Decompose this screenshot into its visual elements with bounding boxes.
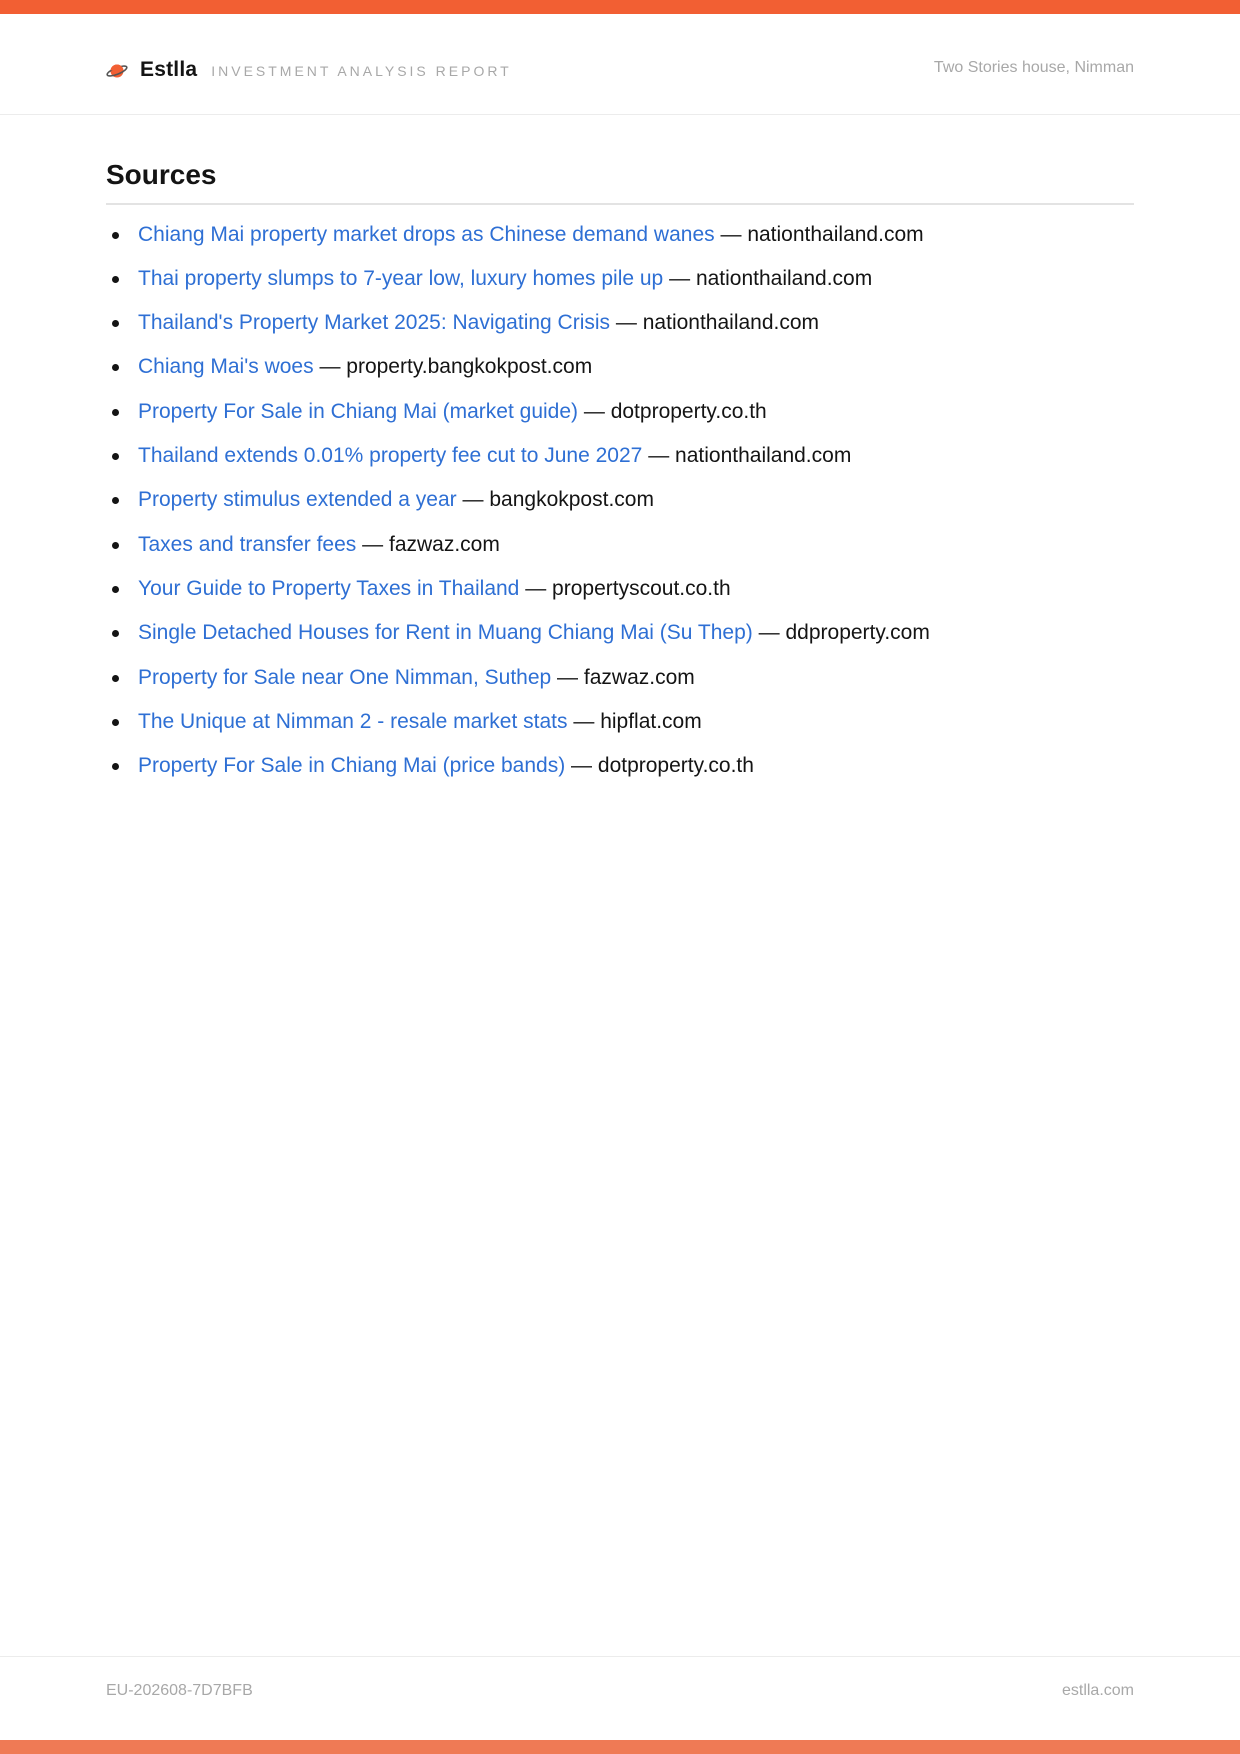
bullet-icon <box>112 497 119 504</box>
source-link[interactable]: Property for Sale near One Nimman, Suthep <box>138 665 552 689</box>
source-domain: ddproperty.com <box>785 621 930 645</box>
source-separator: — <box>669 266 691 290</box>
bullet-icon <box>112 364 119 371</box>
brand-name: Estlla <box>140 58 198 81</box>
source-list-item <box>106 752 1134 796</box>
source-list-item <box>106 664 1134 708</box>
sources-section <box>106 158 1134 796</box>
source-separator: — <box>758 621 780 645</box>
source-domain: propertyscout.co.th <box>552 576 731 600</box>
source-domain: hipflat.com <box>600 709 702 733</box>
source-domain: dotproperty.co.th <box>610 399 767 423</box>
source-separator: — <box>571 754 593 778</box>
source-list-item <box>106 353 1134 397</box>
source-link[interactable]: Chiang Mai property market drops as Chinese demand wanes <box>138 222 715 246</box>
top-accent-bar <box>0 0 1240 14</box>
source-separator: — <box>573 709 595 733</box>
report-id: EU-202608-7D7BFB <box>106 1682 253 1699</box>
bullet-icon <box>112 232 119 239</box>
source-domain: dotproperty.co.th <box>597 754 754 778</box>
source-link[interactable]: The Unique at Nimman 2 - resale market stats <box>138 709 568 733</box>
source-domain: bangkokpost.com <box>489 488 654 512</box>
bullet-icon <box>112 542 119 549</box>
source-list-item <box>106 221 1134 265</box>
source-link[interactable]: Property For Sale in Chiang Mai (market guide) <box>138 399 579 423</box>
report-header <box>0 14 1240 115</box>
bullet-icon <box>112 453 119 460</box>
source-link[interactable]: Thailand extends 0.01% property fee cut to June 2027 <box>138 444 643 468</box>
source-list-item <box>106 531 1134 575</box>
website-link[interactable]: estlla.com <box>1061 1682 1134 1699</box>
source-list-item <box>106 575 1134 619</box>
section-title: Sources <box>106 158 1134 205</box>
source-list-item <box>106 619 1134 663</box>
planet-logo-icon <box>106 59 128 81</box>
source-domain: nationthailand.com <box>747 222 924 246</box>
source-list-item <box>106 486 1134 530</box>
source-link[interactable]: Your Guide to Property Taxes in Thailand <box>138 576 520 600</box>
source-list-item <box>106 265 1134 309</box>
source-link[interactable]: Thailand's Property Market 2025: Navigating Crisis <box>138 311 611 335</box>
source-domain: fazwaz.com <box>583 665 695 689</box>
source-separator: — <box>557 665 579 689</box>
bullet-icon <box>112 409 119 416</box>
source-list-item <box>106 708 1134 752</box>
source-domain: nationthailand.com <box>695 266 873 290</box>
source-list-item <box>106 442 1134 486</box>
source-separator: — <box>615 311 637 335</box>
report-tagline: INVESTMENT ANALYSIS REPORT <box>211 63 512 79</box>
source-link[interactable]: Chiang Mai's woes <box>138 355 314 379</box>
source-link[interactable]: Thai property slumps to 7-year low, luxury homes pile up <box>138 266 664 290</box>
source-domain: fazwaz.com <box>388 532 500 556</box>
source-link[interactable]: Property stimulus extended a year <box>138 488 457 512</box>
source-separator: — <box>525 576 547 600</box>
source-link[interactable]: Taxes and transfer fees <box>138 532 357 556</box>
bullet-icon <box>112 276 119 283</box>
brand <box>106 54 512 86</box>
source-link[interactable]: Property For Sale in Chiang Mai (price bands) <box>138 754 566 778</box>
report-footer <box>0 1656 1240 1741</box>
bullet-icon <box>112 675 119 682</box>
source-separator: — <box>362 532 384 556</box>
source-separator: — <box>648 444 670 468</box>
source-list-item <box>106 398 1134 442</box>
source-list-item <box>106 309 1134 353</box>
source-domain: property.bangkokpost.com <box>346 355 593 379</box>
source-separator: — <box>720 222 742 246</box>
bullet-icon <box>112 320 119 327</box>
property-name: Two Stories house, Nimman <box>933 59 1134 76</box>
bullet-icon <box>112 630 119 637</box>
source-separator: — <box>583 399 605 423</box>
bullet-icon <box>112 586 119 593</box>
source-domain: nationthailand.com <box>675 444 852 468</box>
sources-list <box>106 221 1134 797</box>
source-domain: nationthailand.com <box>642 311 820 335</box>
source-separator: — <box>462 488 484 512</box>
source-link[interactable]: Single Detached Houses for Rent in Muang Chiang Mai (Su Thep) <box>138 621 753 645</box>
bottom-accent-bar <box>0 1740 1240 1754</box>
source-separator: — <box>319 355 341 379</box>
bullet-icon <box>112 763 119 770</box>
bullet-icon <box>112 719 119 726</box>
